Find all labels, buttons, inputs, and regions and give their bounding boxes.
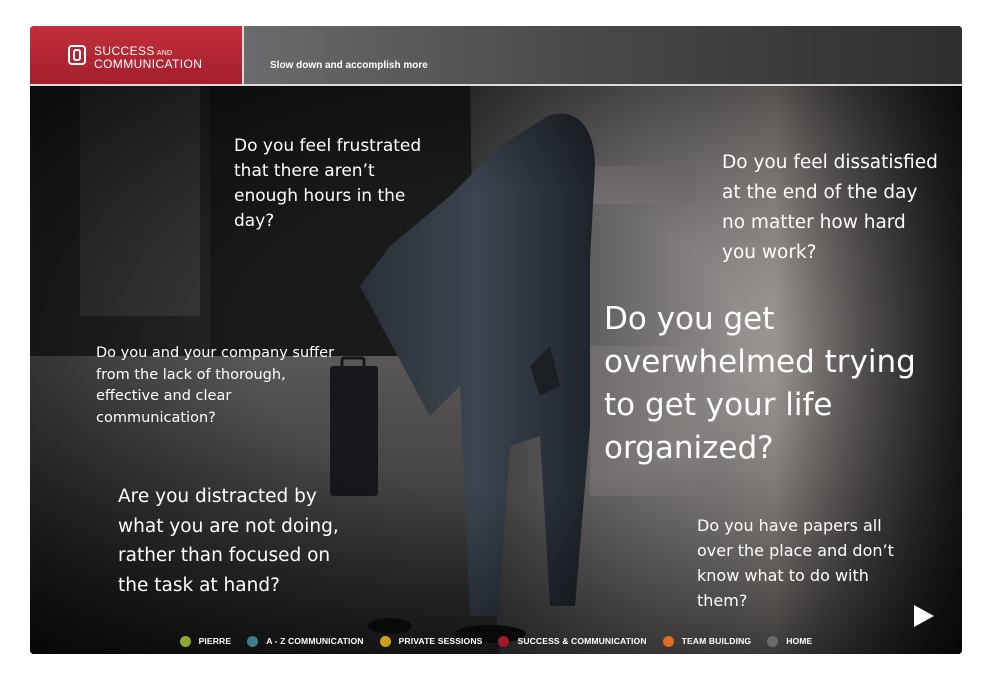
play-arrow-icon[interactable] xyxy=(914,605,934,627)
nav-dot-icon xyxy=(663,636,674,647)
question-overwhelmed: Do you get overwhelmed trying to get your life organized? xyxy=(604,301,916,466)
tagline: Slow down and accomplish more xyxy=(270,60,428,71)
bottom-nav xyxy=(30,632,962,650)
nav-dot-icon xyxy=(247,636,258,647)
nav-label: PRIVATE SESSIONS xyxy=(398,636,483,646)
brand-word-success: SUCCESS xyxy=(94,44,155,58)
nav-label: HOME xyxy=(786,636,813,646)
nav-item-success-communication[interactable] xyxy=(498,636,646,647)
nav-item-home[interactable] xyxy=(767,636,812,647)
brand-logo[interactable] xyxy=(30,26,244,84)
nav-dot-icon xyxy=(498,636,509,647)
brand-name-line2: COMMUNICATION xyxy=(94,57,203,71)
question-communication: Do you and your company suffer from the lack of thorough, effective and clear communication? xyxy=(96,345,335,426)
question-hours: Do you feel frustrated that there aren’t enough hours in the day? xyxy=(234,136,422,231)
question-dissatisfied: Do you feel dissatisfied at the end of the day no matter how hard you work? xyxy=(722,152,938,263)
nav-label: TEAM BUILDING xyxy=(681,636,752,646)
nav-label: SUCCESS & COMMUNICATION xyxy=(517,636,647,646)
brand-word-and: AND xyxy=(156,50,173,57)
question-papers: Do you have papers all over the place and don’t know what to do with them? xyxy=(697,516,894,610)
nav-dot-icon xyxy=(767,636,778,647)
nav-item-private-sessions[interactable] xyxy=(380,636,483,647)
nav-dot-icon xyxy=(380,636,391,647)
nav-item-team-building[interactable] xyxy=(663,636,752,647)
question-distracted: Are you distracted by what you are not doing, rather than focused on the task at hand? xyxy=(118,486,339,596)
logo-icon xyxy=(68,45,86,65)
site-frame xyxy=(30,26,962,654)
nav-item-a-z-communication[interactable] xyxy=(247,636,363,647)
tagline-bar xyxy=(244,26,962,84)
nav-label: PIERRE xyxy=(198,636,232,646)
hero-image xyxy=(30,86,962,654)
nav-item-pierre[interactable] xyxy=(180,636,232,647)
nav-label: A - Z COMMUNICATION xyxy=(266,636,364,646)
nav-dot-icon xyxy=(180,636,191,647)
header xyxy=(30,26,962,84)
